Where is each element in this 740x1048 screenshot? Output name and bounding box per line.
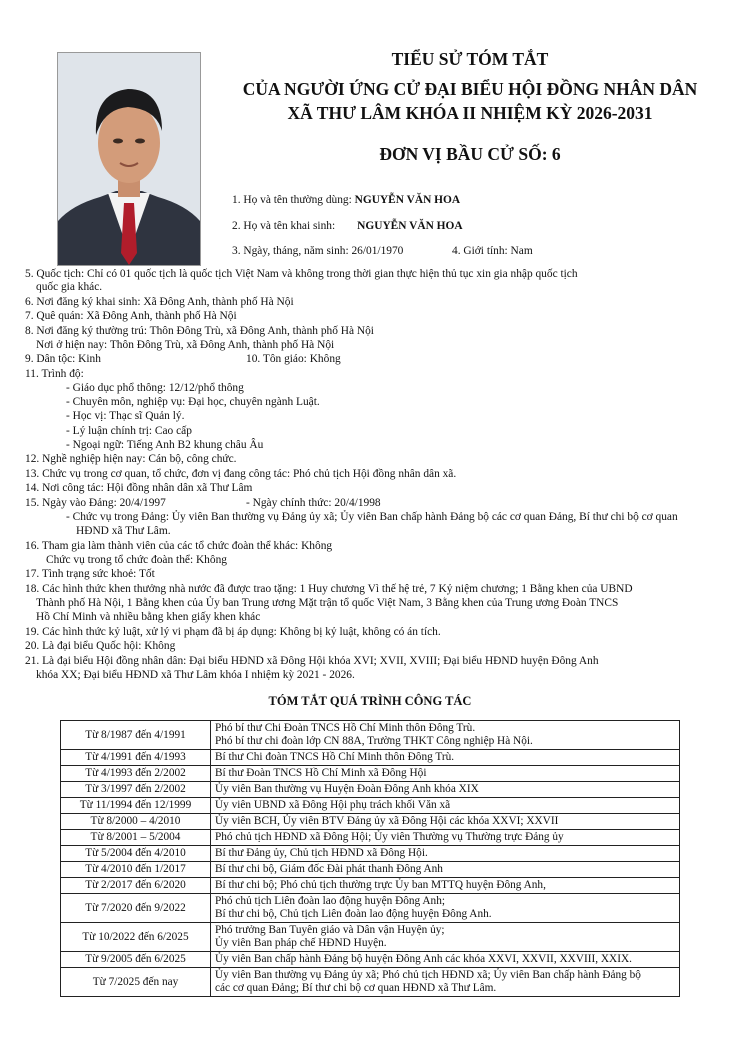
description-line: Ủy viên BCH, Ủy viên BTV Đảng ủy xã Đông Hội các khóa XXVI; XXVII [215, 815, 559, 827]
field-discipline: 19. Các hình thức kỷ luật, xử lý vi phạm đã bị áp dụng: Không bị kỷ luật, không có án tích. [25, 626, 441, 638]
field-organization-position: Chức vụ trong tổ chức đoàn thể: Không [46, 554, 227, 566]
description-line: Ủy viên Ban pháp chế HĐND Huyện. [215, 937, 387, 949]
description-cell [211, 830, 680, 846]
period-cell: Từ 8/2000 – 4/2010 [61, 814, 211, 830]
description-line: Phó bí thư chi đoàn lớp CN 88A, Trường THKT Công nghiệp Hà Nội. [215, 735, 533, 747]
field-permanent-residence: 8. Nơi đăng ký thường trú: Thôn Đông Trù, xã Đông Anh, thành phố Hà Nội [25, 325, 374, 337]
field-party-join-date: 15. Ngày vào Đảng: 20/4/1997 [25, 497, 166, 509]
description-cell [211, 968, 680, 997]
table-row [61, 846, 680, 862]
document-subtitle-term: XÃ THƯ LÂM KHÓA II NHIỆM KỲ 2026-2031 [287, 103, 653, 123]
field-awards: 18. Các hình thức khen thưởng nhà nước đã được trao tặng: 1 Huy chương Vì thế hệ trẻ, 7 Kỷ niệm chương; 1 Bằng khen của UBND [25, 583, 633, 595]
field-foreign-language: - Ngoại ngữ: Tiếng Anh B2 khung châu Âu [66, 439, 264, 451]
description-cell [211, 878, 680, 894]
description-line: Ủy viên UBND xã Đông Hội phụ trách khối Văn xã [215, 799, 451, 811]
field-ethnicity: 9. Dân tộc: Kinh [25, 353, 101, 365]
portrait-photo [57, 52, 201, 266]
field-degree: - Học vị: Thạc sĩ Quản lý. [66, 410, 185, 422]
description-cell [211, 846, 680, 862]
field-nationality-cont: quốc gia khác. [36, 281, 103, 293]
description-line: Bí thư chi bộ; Phó chủ tịch thường trực Ủy ban MTTQ huyện Đông Anh, [215, 879, 546, 891]
description-cell [211, 923, 680, 952]
field-religion: 10. Tôn giáo: Không [246, 353, 341, 365]
description-line: Bí thư Đảng ủy, Chủ tịch HĐND xã Đông Hội. [215, 847, 428, 859]
description-line: Phó trưởng Ban Tuyên giáo và Dân vận Huyện ủy; [215, 924, 445, 936]
description-line: Ủy viên Ban thường vụ Đảng ủy xã; Phó chủ tịch HĐND xã; Ủy viên Ban chấp hành Đảng bộ [215, 969, 641, 981]
description-cell [211, 721, 680, 750]
field-label: 2. Họ và tên khai sinh: [232, 220, 336, 232]
field-awards-cont: Thành phố Hà Nội, 1 Bằng khen của Ủy ban Trung ương Mặt trận tổ quốc Việt Nam, 3 Bằng khen của Trung ương Đoàn TNCS [36, 597, 619, 609]
description-line: Bí thư chi bộ, Chủ tịch Liên đoàn lao động huyện Đông Anh. [215, 908, 492, 920]
table-row [61, 766, 680, 782]
field-value: NGUYỄN VĂN HOA [354, 194, 461, 206]
table-row [61, 750, 680, 766]
table-row [61, 798, 680, 814]
description-cell [211, 894, 680, 923]
description-line: Phó chủ tịch HĐND xã Đông Hội; Ủy viên Thường vụ Thường trực Đảng ủy [215, 831, 564, 843]
table-row [61, 952, 680, 968]
period-cell: Từ 4/1991 đến 4/1993 [61, 750, 211, 766]
document-title: TIỂU SỬ TÓM TẮT [391, 49, 549, 69]
field-council-delegate-cont: khóa XX; Đại biểu HĐND xã Thư Lâm khóa I nhiệm kỳ 2021 - 2026. [36, 669, 355, 681]
period-cell: Từ 8/1987 đến 4/1991 [61, 721, 211, 750]
description-line: Bí thư Đoàn TNCS Hồ Chí Minh xã Đông Hội [215, 767, 427, 779]
field-party-official-date: - Ngày chính thức: 20/4/1998 [246, 497, 381, 509]
field-workplace: 14. Nơi công tác: Hội đồng nhân dân xã Thư Lâm [25, 482, 253, 494]
description-cell [211, 862, 680, 878]
description-cell [211, 766, 680, 782]
field-party-position: - Chức vụ trong Đảng: Ủy viên Ban thường vụ Đảng ủy xã; Ủy viên Ban chấp hành Đảng bộ các cơ quan Đảng, Bí thư chi bộ cơ quan [66, 511, 678, 523]
field-nationality: 5. Quốc tịch: Chỉ có 01 quốc tịch là quốc tịch Việt Nam và không trong thời gian thực hiện thủ tục xin gia nhập quốc tịch [25, 268, 578, 280]
electoral-unit: ĐƠN VỊ BẦU CỬ SỐ: 6 [379, 144, 561, 164]
field-profession: - Chuyên môn, nghiệp vụ: Đại học, chuyên ngành Luật. [66, 396, 320, 408]
field-gender: 4. Giới tính: Nam [452, 245, 533, 257]
description-line: Bí thư chi bộ, Giám đốc Đài phát thanh Đông Anh [215, 863, 443, 875]
description-line: Phó chủ tịch Liên đoàn lao động huyện Đông Anh; [215, 895, 445, 907]
field-awards-cont2: Hồ Chí Minh và nhiều bằng khen giấy khen khác [36, 611, 261, 623]
table-row [61, 923, 680, 952]
period-cell: Từ 7/2020 đến 9/2022 [61, 894, 211, 923]
description-line: các cơ quan Đảng; Bí thư chi bộ cơ quan HĐND xã Thư Lâm. [215, 982, 497, 994]
period-cell: Từ 5/2004 đến 4/2010 [61, 846, 211, 862]
period-cell: Từ 2/2017 đến 6/2020 [61, 878, 211, 894]
field-council-delegate: 21. Là đại biểu Hội đồng nhân dân: Đại biểu HĐND xã Đông Hội khóa XVI; XVII, XVIII; Đại biểu HĐND huyện Đông Anh [25, 655, 599, 667]
description-cell [211, 782, 680, 798]
work-history-table [60, 720, 680, 997]
table-row [61, 878, 680, 894]
field-birth-name [232, 220, 463, 233]
table-row [61, 894, 680, 923]
description-cell [211, 750, 680, 766]
field-value: NGUYỄN VĂN HOA [357, 220, 463, 232]
description-cell [211, 814, 680, 830]
field-general-education: - Giáo dục phổ thông: 12/12/phổ thông [66, 382, 244, 394]
field-hometown: 7. Quê quán: Xã Đông Anh, thành phố Hà Nội [25, 310, 237, 322]
description-line: Ủy viên Ban chấp hành Đảng bộ huyện Đông Anh các khóa XXVI, XXVII, XXVIII, XXIX. [215, 953, 632, 965]
field-occupation: 12. Nghề nghiệp hiện nay: Cán bộ, công chức. [25, 453, 237, 465]
field-education: 11. Trình độ: [25, 368, 84, 380]
table-row [61, 721, 680, 750]
period-cell: Từ 11/1994 đến 12/1999 [61, 798, 211, 814]
field-health: 17. Tình trạng sức khoẻ: Tốt [25, 568, 155, 580]
field-label: 1. Họ và tên thường dùng: [232, 194, 355, 206]
table-row [61, 830, 680, 846]
field-organizations: 16. Tham gia làm thành viên của các tổ chức đoàn thể khác: Không [25, 540, 333, 552]
field-position: 13. Chức vụ trong cơ quan, tổ chức, đơn vị đang công tác: Phó chủ tịch Hội đồng nhân dân xã. [25, 468, 457, 480]
table-row [61, 862, 680, 878]
field-birth-registration: 6. Nơi đăng ký khai sinh: Xã Đông Anh, thành phố Hà Nội [25, 296, 294, 308]
document-subtitle: CỦA NGƯỜI ỨNG CỬ ĐẠI BIỂU HỘI ĐỒNG NHÂN DÂN [242, 79, 698, 99]
field-national-assembly: 20. Là đại biểu Quốc hội: Không [25, 640, 176, 652]
field-political-theory: - Lý luận chính trị: Cao cấp [66, 425, 192, 437]
description-line: Phó bí thư Chi Đoàn TNCS Hồ Chí Minh thôn Đông Trù. [215, 722, 476, 734]
work-history-title: TÓM TẮT QUÁ TRÌNH CÔNG TÁC [268, 694, 472, 708]
field-current-residence: Nơi ở hiện nay: Thôn Đông Trù, xã Đông Anh, thành phố Hà Nội [36, 339, 335, 351]
period-cell: Từ 8/2001 – 5/2004 [61, 830, 211, 846]
period-cell: Từ 3/1997 đến 2/2002 [61, 782, 211, 798]
period-cell: Từ 10/2022 đến 6/2025 [61, 923, 211, 952]
period-cell: Từ 9/2005 đến 6/2025 [61, 952, 211, 968]
period-cell: Từ 4/2010 đến 1/2017 [61, 862, 211, 878]
work-history-body [61, 721, 680, 997]
period-cell: Từ 7/2025 đến nay [61, 968, 211, 997]
table-row [61, 814, 680, 830]
description-line: Bí thư Chi đoàn TNCS Hồ Chí Minh thôn Đông Trù. [215, 751, 455, 763]
description-line: Ủy viên Ban thường vụ Huyện Đoàn Đông Anh khóa XIX [215, 783, 479, 795]
period-cell: Từ 4/1993 đến 2/2002 [61, 766, 211, 782]
table-row [61, 968, 680, 997]
field-party-position-cont: HĐND xã Thư Lâm. [76, 525, 171, 537]
table-row [61, 782, 680, 798]
description-cell [211, 952, 680, 968]
field-common-name [232, 194, 460, 207]
field-birth-date: 3. Ngày, tháng, năm sinh: 26/01/1970 [232, 245, 404, 257]
description-cell [211, 798, 680, 814]
portrait-image [58, 53, 200, 265]
